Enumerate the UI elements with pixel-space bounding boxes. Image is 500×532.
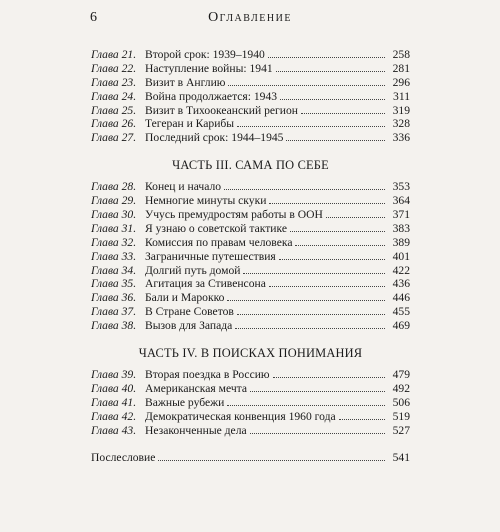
- chapter-label: Глава 43.: [91, 423, 137, 437]
- chapter-title: Наступление войны: 1941: [145, 61, 273, 75]
- chapter-label: Глава 36.: [91, 291, 137, 305]
- chapter-page: 383: [392, 221, 410, 235]
- toc-group-part2: [91, 48, 410, 145]
- chapter-page: 319: [392, 103, 410, 117]
- dot-leader: [158, 451, 385, 461]
- dot-leader: [237, 305, 385, 315]
- chapter-page: 436: [392, 277, 410, 291]
- chapter-page: 446: [392, 291, 410, 305]
- chapter-title: Агитация за Стивенсона: [145, 277, 266, 291]
- chapter-label: Глава 37.: [91, 305, 137, 319]
- dot-leader: [339, 410, 385, 420]
- chapter-label: Глава 27.: [91, 131, 137, 145]
- dot-leader: [227, 291, 385, 301]
- dot-leader: [235, 319, 385, 329]
- afterword-page: 541: [392, 451, 410, 465]
- chapter-label: Глава 29.: [91, 194, 137, 208]
- toc-row: [91, 305, 410, 319]
- chapter-title: Визит в Англию: [145, 75, 226, 89]
- chapter-label: Глава 40.: [91, 381, 137, 395]
- dot-leader: [228, 76, 385, 86]
- chapter-page: 422: [392, 263, 410, 277]
- chapter-page: 492: [392, 381, 410, 395]
- chapter-page: 506: [392, 395, 410, 409]
- chapter-title: Комиссия по правам человека: [145, 235, 293, 249]
- chapter-label: Глава 26.: [91, 117, 137, 131]
- dot-leader: [280, 90, 385, 100]
- toc-row: [91, 382, 410, 396]
- chapter-label: Глава 39.: [91, 368, 137, 382]
- chapter-title: Учусь премудростям работы в ООН: [145, 208, 323, 222]
- chapter-page: 296: [392, 75, 410, 89]
- chapter-title: Я узнаю о советской тактике: [145, 221, 288, 235]
- chapter-label: Глава 28.: [91, 180, 137, 194]
- chapter-label: Глава 25.: [91, 103, 137, 117]
- toc-row: [91, 76, 410, 90]
- toc-row: [91, 250, 410, 264]
- chapter-title: Второй срок: 1939–1940: [145, 48, 265, 61]
- chapter-label: Глава 24.: [91, 89, 137, 103]
- chapter-label: Глава 32.: [91, 235, 137, 249]
- chapter-title: Конец и начало: [145, 180, 222, 194]
- chapter-page: 371: [392, 208, 410, 222]
- chapter-page: 281: [392, 61, 410, 75]
- chapter-page: 455: [392, 305, 410, 319]
- chapter-title: Вторая поездка в Россию: [145, 368, 270, 382]
- dot-leader: [290, 222, 385, 232]
- chapter-title: Демократическая конвенция 1960 года: [145, 409, 336, 423]
- dot-leader: [326, 208, 385, 218]
- toc-afterword-row: [91, 451, 410, 465]
- part-heading-4: ЧАСТЬ IV. В ПОИСКАХ ПОНИМАНИЯ: [138, 346, 363, 361]
- toc-row: [91, 368, 410, 382]
- chapter-title: Немногие минуты скуки: [145, 194, 267, 208]
- page-number: 6: [90, 10, 97, 25]
- toc-row: [91, 194, 410, 208]
- chapter-title: Долгий путь домой: [145, 263, 241, 277]
- toc-row: [91, 48, 410, 62]
- toc-row: [91, 277, 410, 291]
- toc-row: [91, 264, 410, 278]
- part-heading-3: ЧАСТЬ III. САМА ПО СЕБЕ: [172, 158, 329, 173]
- toc-gap: [91, 437, 410, 451]
- toc-group-part3: [91, 180, 410, 333]
- chapter-page: 479: [392, 368, 410, 382]
- toc-row: [91, 90, 410, 104]
- toc-row: [91, 117, 410, 131]
- chapter-label: Глава 30.: [91, 208, 137, 222]
- dot-leader: [273, 368, 385, 378]
- chapter-label: Глава 42.: [91, 409, 137, 423]
- dot-leader: [269, 277, 385, 287]
- chapter-label: Глава 38.: [91, 319, 137, 333]
- toc-row: [91, 222, 410, 236]
- chapter-page: 353: [392, 180, 410, 194]
- toc-row: [91, 319, 410, 333]
- chapter-title: Важные рубежи: [145, 395, 225, 409]
- dot-leader: [224, 180, 385, 190]
- toc-row: [91, 291, 410, 305]
- toc-row: [91, 180, 410, 194]
- chapter-label: Глава 33.: [91, 249, 137, 263]
- chapter-label: Глава 31.: [91, 221, 137, 235]
- dot-leader: [279, 250, 385, 260]
- dot-leader: [268, 48, 385, 58]
- chapter-title: Визит в Тихоокеанский регион: [145, 103, 298, 117]
- table-of-contents: [91, 48, 410, 465]
- chapter-page: 527: [392, 423, 410, 437]
- toc-row: [91, 410, 410, 424]
- chapter-label: Глава 22.: [91, 61, 137, 75]
- chapter-title: Тегеран и Карибы: [145, 117, 235, 131]
- chapter-page: 469: [392, 319, 410, 333]
- dot-leader: [269, 194, 385, 204]
- chapter-title: Незаконченные дела: [145, 423, 247, 437]
- dot-leader: [295, 236, 385, 246]
- chapter-title: Последний срок: 1944–1945: [145, 131, 284, 145]
- chapter-label: Глава 34.: [91, 263, 137, 277]
- chapter-title: В Стране Советов: [145, 305, 234, 319]
- dot-leader: [301, 104, 385, 114]
- dot-leader: [286, 131, 385, 141]
- chapter-title: Бали и Марокко: [145, 291, 225, 305]
- toc-row: [91, 131, 410, 145]
- dot-leader: [250, 382, 385, 392]
- dot-leader: [243, 264, 385, 274]
- chapter-label: Глава 35.: [91, 277, 137, 291]
- chapter-page: 519: [392, 409, 410, 423]
- chapter-title: Американская мечта: [145, 381, 248, 395]
- chapter-page: 328: [392, 117, 410, 131]
- chapter-page: 311: [393, 89, 410, 103]
- chapter-page: 401: [392, 249, 410, 263]
- chapter-title: Война продолжается: 1943: [145, 89, 278, 103]
- toc-row: [91, 236, 410, 250]
- chapter-label: Глава 23.: [91, 75, 137, 89]
- toc-row: [91, 62, 410, 76]
- toc-row: [91, 208, 410, 222]
- chapter-title: Вызов для Запада: [145, 319, 233, 333]
- dot-leader: [237, 117, 385, 127]
- running-title: Оглавление: [208, 10, 292, 25]
- chapter-page: 336: [392, 131, 410, 145]
- toc-row: [91, 396, 410, 410]
- page-header: [0, 6, 500, 34]
- chapter-label: Глава 41.: [91, 395, 137, 409]
- dot-leader: [227, 396, 385, 406]
- toc-row: [91, 424, 410, 438]
- chapter-label: Глава 21.: [91, 48, 137, 61]
- toc-group-part4: [91, 368, 410, 437]
- afterword-title: Послесловие: [91, 451, 156, 465]
- chapter-page: 389: [392, 235, 410, 249]
- chapter-title: Заграничные путешествия: [145, 249, 276, 263]
- dot-leader: [276, 62, 385, 72]
- chapter-page: 258: [392, 48, 410, 61]
- dot-leader: [250, 424, 385, 434]
- toc-row: [91, 104, 410, 118]
- chapter-page: 364: [392, 194, 410, 208]
